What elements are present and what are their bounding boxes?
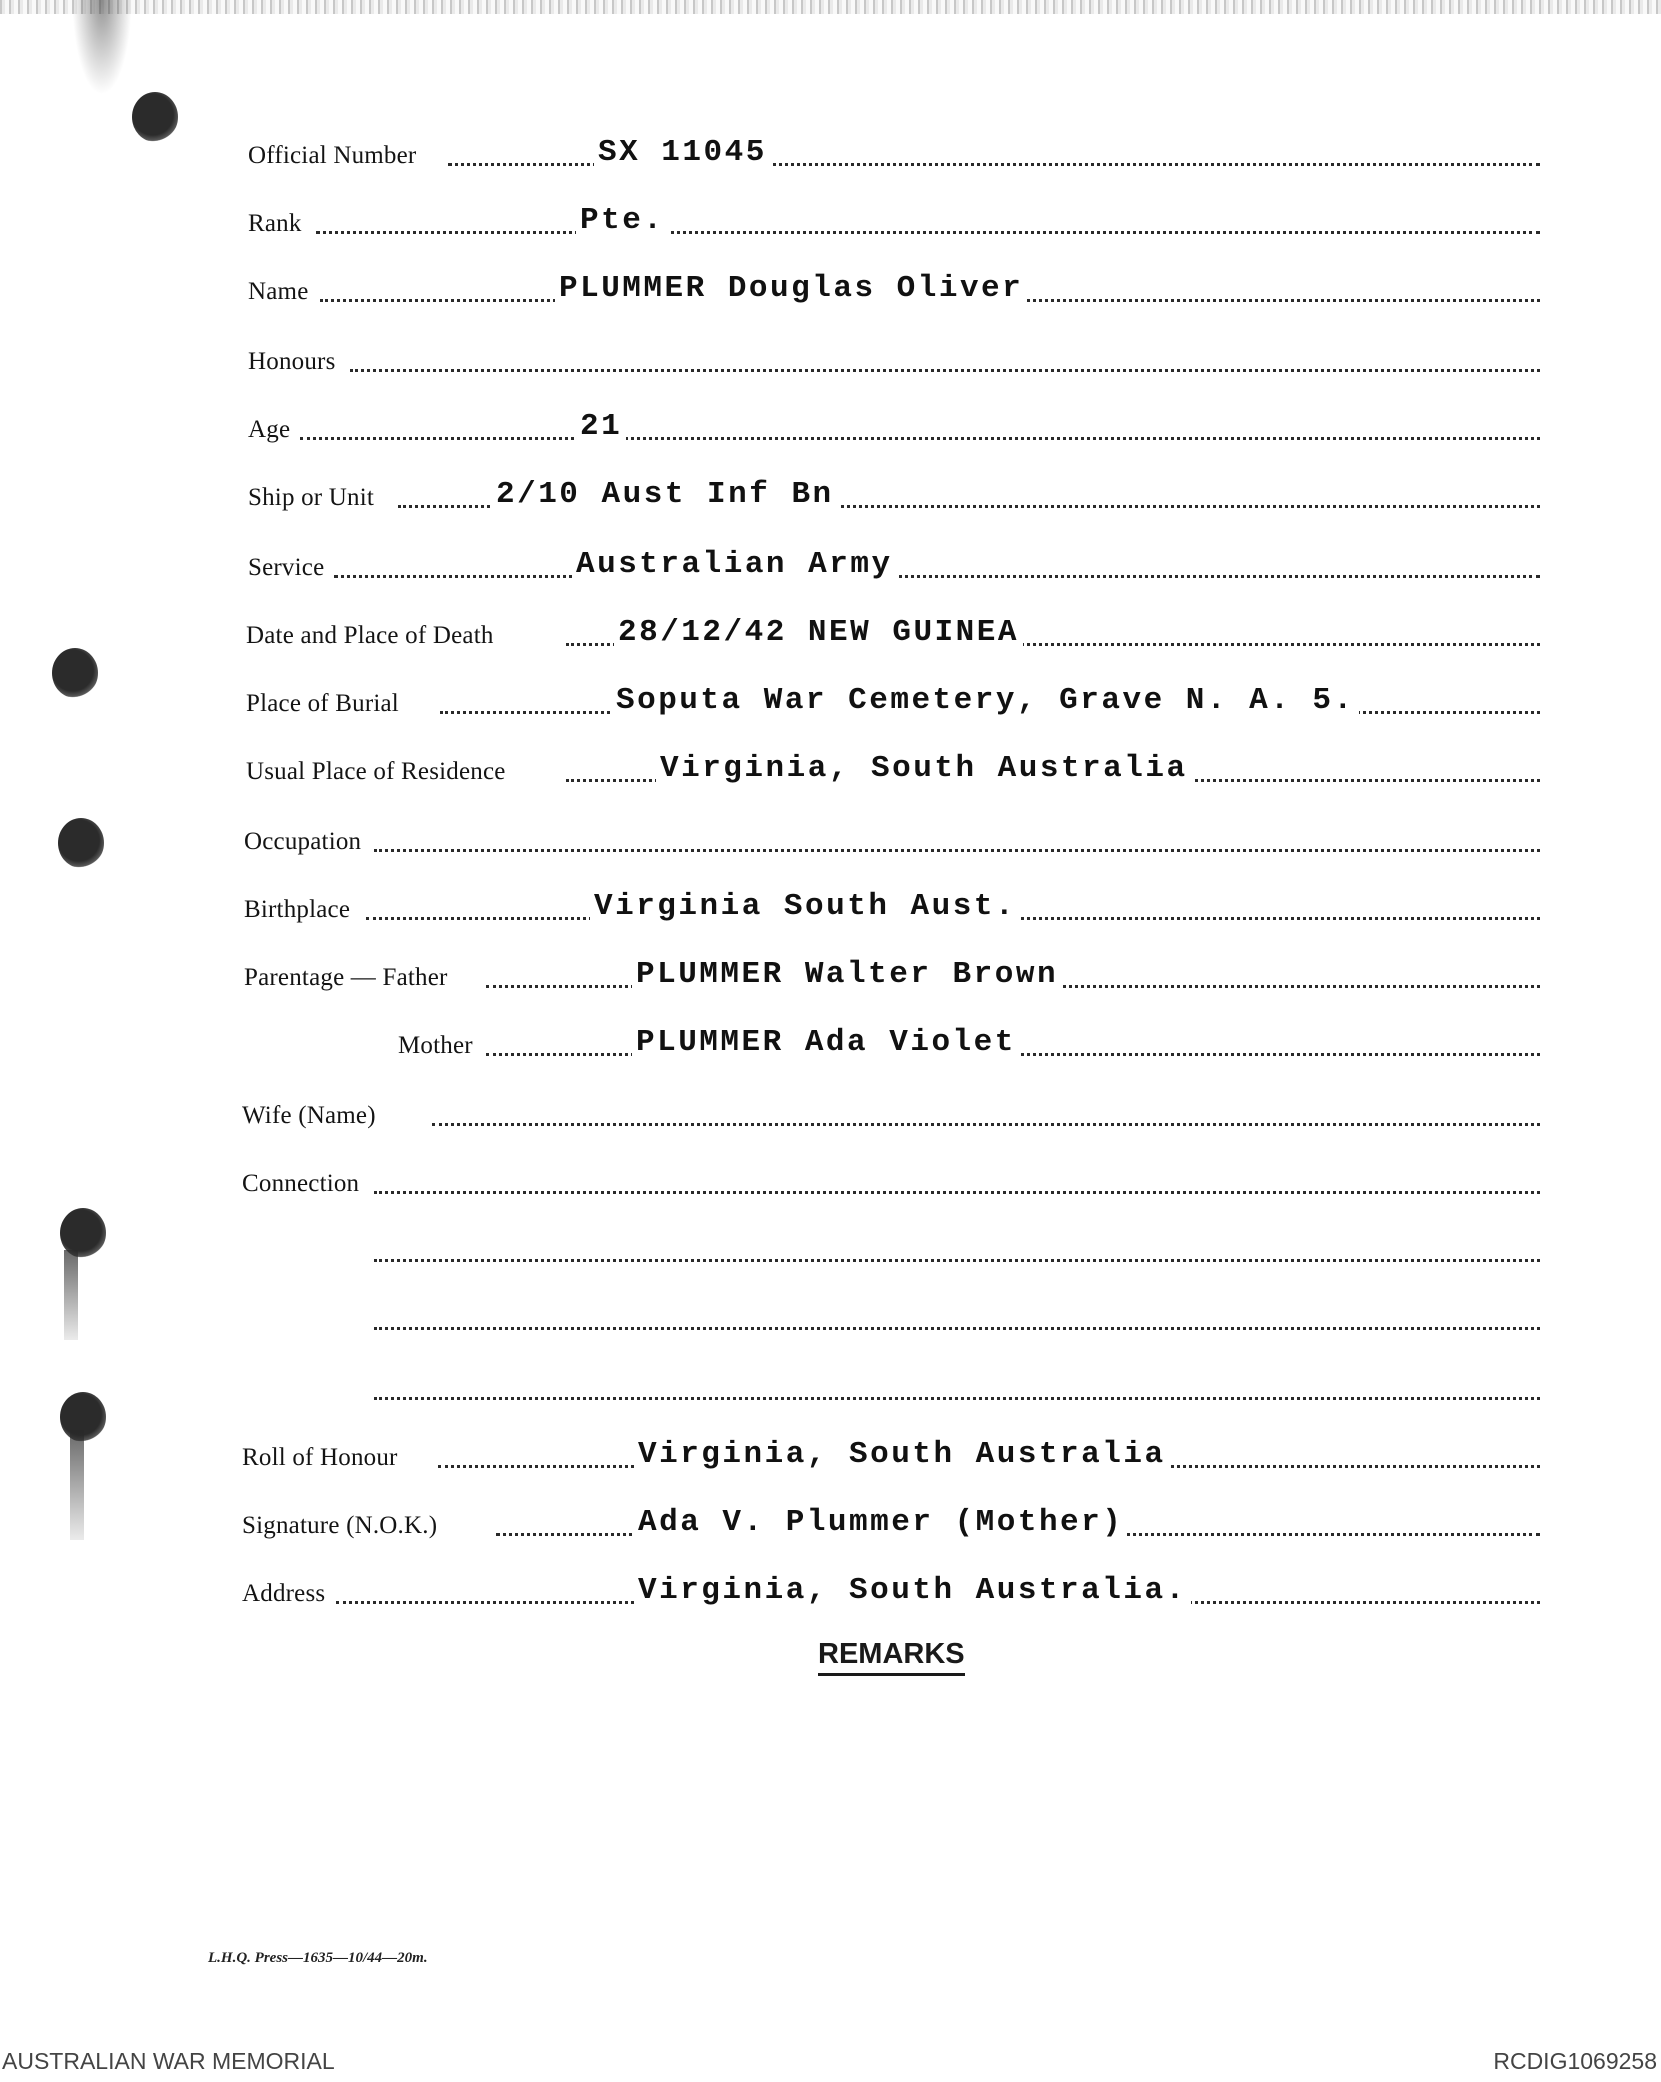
scan-shadow (72, 0, 132, 95)
dotted-line (316, 231, 1540, 234)
field-birthplace (0, 886, 1661, 930)
archive-name: AUSTRALIAN WAR MEMORIAL (2, 2048, 335, 2074)
field-value: Pte. (576, 203, 668, 238)
field-label: Official Number (248, 142, 417, 169)
dotted-line (350, 369, 1540, 372)
field-occupation (0, 818, 1661, 862)
connection-line-blank (0, 1296, 1661, 1340)
field-label: Age (248, 416, 291, 443)
field-label: Rank (248, 210, 302, 237)
field-label: Birthplace (244, 896, 351, 923)
field-rank (0, 200, 1661, 244)
field-signature-nok (0, 1502, 1661, 1546)
field-label: Connection (242, 1170, 360, 1197)
field-value: Virginia South Aust. (590, 889, 1020, 924)
field-parentage-father (0, 954, 1661, 998)
field-label: Signature (N.O.K.) (242, 1512, 438, 1539)
scan-edge-top (0, 0, 1661, 14)
field-parentage-mother (0, 1022, 1661, 1066)
field-label: Parentage — Father (244, 964, 448, 991)
field-value: PLUMMER Walter Brown (632, 957, 1062, 992)
field-value: PLUMMER Douglas Oliver (555, 271, 1027, 306)
field-label: Service (248, 554, 325, 581)
dotted-line (374, 849, 1540, 852)
field-label: Roll of Honour (242, 1444, 398, 1471)
field-label: Address (242, 1580, 326, 1607)
dotted-line (432, 1123, 1540, 1126)
field-honours (0, 338, 1661, 382)
dotted-line (374, 1397, 1540, 1400)
field-value: Soputa War Cemetery, Grave N. A. 5. (612, 683, 1359, 718)
field-name (0, 268, 1661, 312)
field-value: Virginia, South Australia (634, 1437, 1170, 1472)
field-ship-or-unit (0, 474, 1661, 518)
field-value: 21 (576, 409, 626, 444)
field-label: Date and Place of Death (246, 622, 494, 649)
field-label: Honours (248, 348, 336, 375)
field-connection (0, 1160, 1661, 1204)
connection-line-blank (0, 1228, 1661, 1272)
field-service (0, 544, 1661, 588)
field-label: Mother (398, 1032, 473, 1059)
remarks-heading: REMARKS (818, 1638, 965, 1676)
dotted-line (300, 437, 1540, 440)
field-value: Virginia, South Australia. (634, 1573, 1191, 1608)
field-label: Usual Place of Residence (246, 758, 506, 785)
field-age (0, 406, 1661, 450)
field-value: Australian Army (572, 547, 897, 582)
dotted-line (374, 1191, 1540, 1194)
field-value: 28/12/42 NEW GUINEA (614, 615, 1023, 650)
dotted-line (334, 575, 1540, 578)
field-place-of-burial (0, 680, 1661, 724)
record-id: RCDIG1069258 (1493, 2048, 1657, 2074)
field-label: Wife (Name) (242, 1102, 376, 1129)
field-value: PLUMMER Ada Violet (632, 1025, 1020, 1060)
press-mark: L.H.Q. Press—1635—10/44—20m. (208, 1950, 428, 1966)
connection-line-blank (0, 1366, 1661, 1410)
field-wife-name (0, 1092, 1661, 1136)
field-roll-of-honour (0, 1434, 1661, 1478)
dotted-line (374, 1259, 1540, 1262)
field-official-number (0, 132, 1661, 176)
dotted-line (374, 1327, 1540, 1330)
field-value: SX 11045 (594, 135, 771, 170)
field-label: Occupation (244, 828, 362, 855)
field-label: Ship or Unit (248, 484, 375, 511)
field-address (0, 1570, 1661, 1614)
field-value: Virginia, South Australia (656, 751, 1192, 786)
field-date-place-of-death (0, 612, 1661, 656)
field-label: Name (248, 278, 309, 305)
field-value: 2/10 Aust Inf Bn (492, 477, 838, 512)
field-usual-residence (0, 748, 1661, 792)
field-value: Ada V. Plummer (Mother) (634, 1505, 1127, 1540)
field-label: Place of Burial (246, 690, 399, 717)
